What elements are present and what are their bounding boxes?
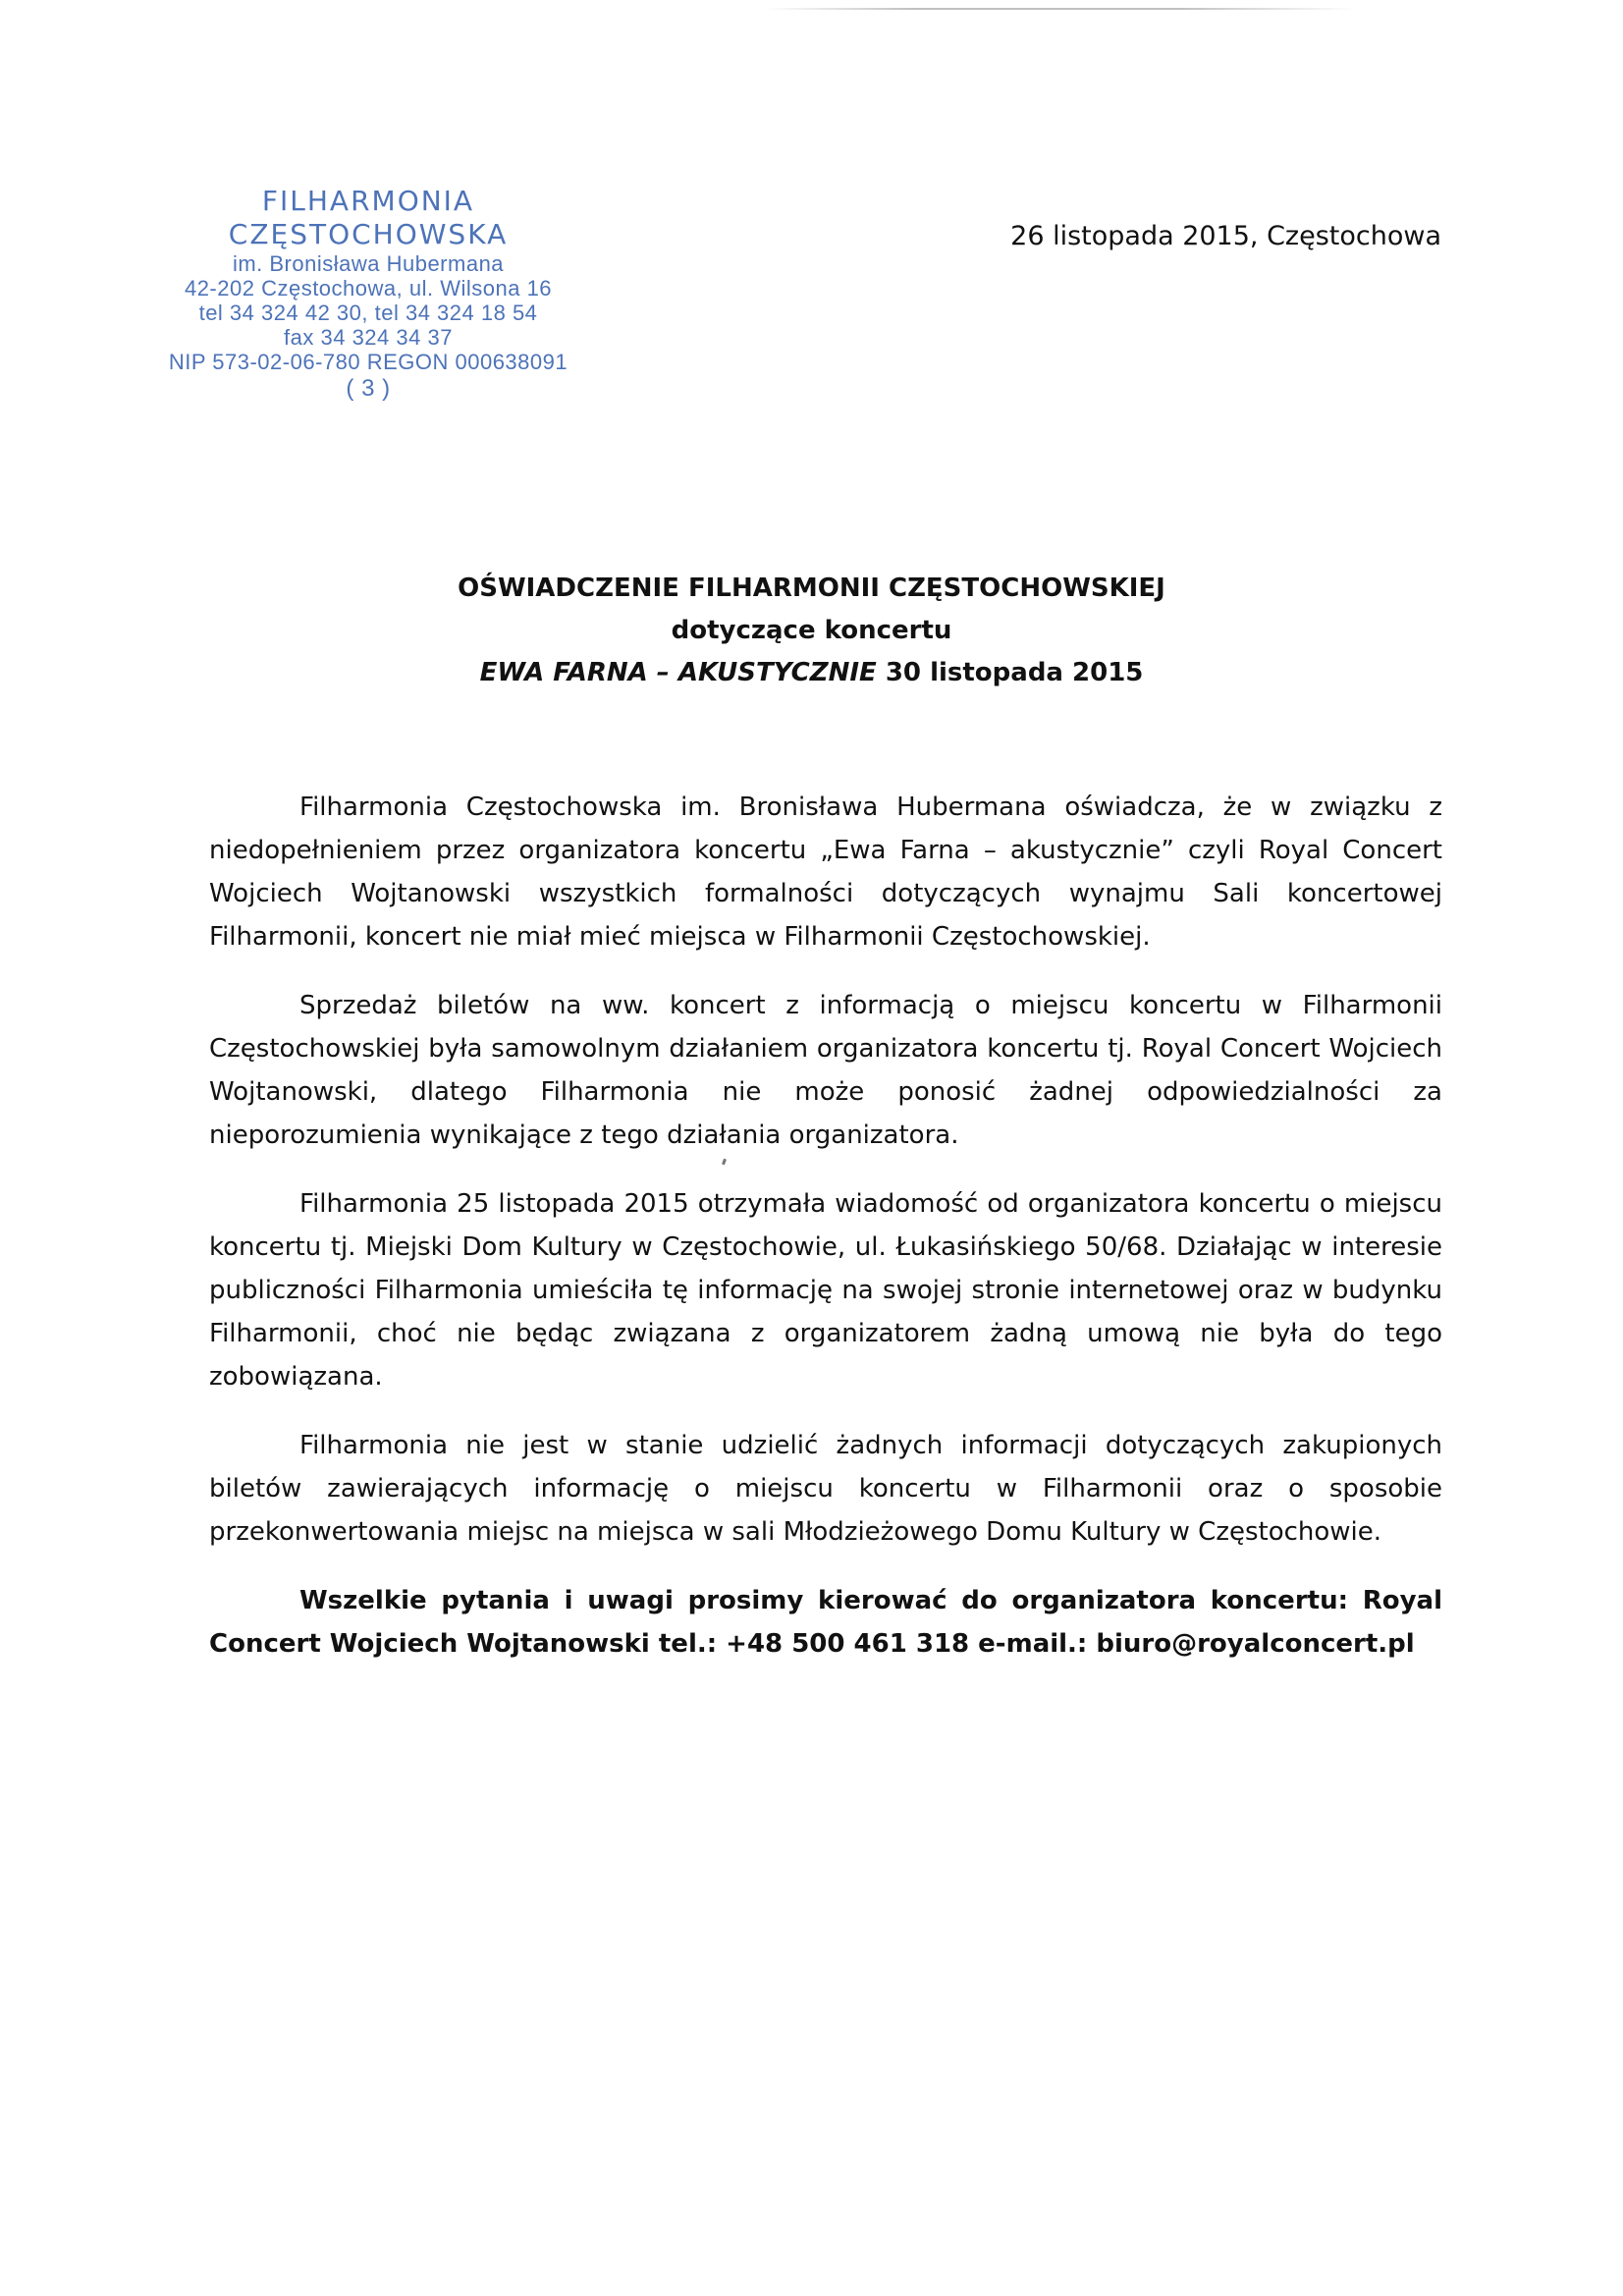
stamp-address: 42-202 Częstochowa, ul. Wilsona 16: [184, 276, 553, 301]
paragraph: Filharmonia 25 listopada 2015 otrzymała wiadomość od organizatora koncertu o miejscu koncertu tj. Miejski Dom Kultury w Częstochowie, ul. Łukasińskiego 50/68. Działając w interesie publiczności Filharmonia umieściła tę informację na swojej stronie internetowej oraz w budynku Filharmonii, choć nie będąc związana z organizatorem żadną umową nie była do tego zobowiązana.: [209, 1189, 1442, 1392]
stamp-ids: NIP 573-02-06-780 REGON 000638091: [168, 350, 568, 374]
stamp-phones: tel 34 324 42 30, tel 34 324 18 54: [198, 301, 538, 325]
scan-artifact: [766, 8, 1355, 10]
paragraph: Filharmonia nie jest w stanie udzielić żadnych informacji dotyczących zakupionych biletów zawierających informację o miejscu koncertu w Filharmonii oraz o sposobie przekonwertowania miejsc na miejsca w sali Młodzieżowego Domu Kultury w Częstochowie.: [209, 1431, 1442, 1547]
heading-title: OŚWIADCZENIE FILHARMONII CZĘSTOCHOWSKIEJ: [458, 574, 1165, 603]
closing-paragraph: Wszelkie pytania i uwagi prosimy kierować do organizatora koncertu: Royal Concert Wojciech Wojtanowski tel.: +48 500 461 318 e-mail.: biuro@royalconcert.pl: [209, 1586, 1442, 1659]
paragraph: Sprzedaż biletów na ww. koncert z informacją o miejscu koncertu w Filharmonii Częstochowskiej była samowolnym działaniem organizatora koncertu tj. Royal Concert Wojciech Wojtanowski, dlatego Filharmonia nie może ponosić żadnej odpowiedzialności za nieporozumienia wynikające z tego działania organizatora.: [209, 991, 1442, 1150]
document-heading: [0, 568, 1623, 694]
stamp-name: FILHARMONIA CZĘSTOCHOWSKA: [228, 185, 509, 250]
stamp-number: ( 3 ): [346, 375, 391, 402]
heading-event-name: EWA FARNA – AKUSTYCZNIE: [479, 658, 877, 687]
heading-subtitle: dotyczące koncertu: [671, 616, 952, 645]
document-date: 26 listopada 2015, Częstochowa: [1010, 221, 1441, 251]
document-body: [209, 786, 1442, 1691]
heading-event-date: 30 listopada 2015: [876, 658, 1144, 687]
stamp-patron: im. Bronisława Hubermana: [232, 251, 505, 276]
institution-stamp: [147, 185, 589, 403]
stamp-fax: fax 34 324 34 37: [284, 325, 453, 350]
paragraph: Filharmonia Częstochowska im. Bronisława Hubermana oświadcza, że w związku z niedopełnieniem przez organizatora koncertu „Ewa Farna – akustycznie” czyli Royal Concert Wojciech Wojtanowski wszystkich formalności dotyczących wynajmu Sali koncertowej Filharmonii, koncert nie miał mieć miejsca w Filharmonii Częstochowskiej.: [209, 793, 1442, 952]
heading-event: [0, 652, 1623, 694]
